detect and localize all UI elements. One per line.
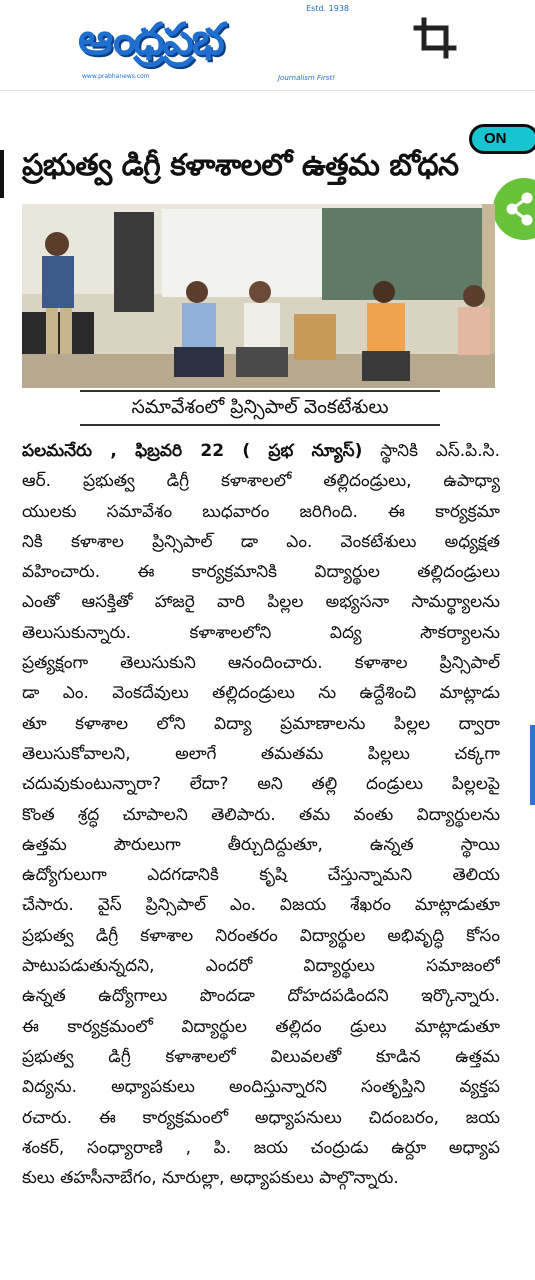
meeting-photo-illustration [22,204,495,388]
on-toggle[interactable] [469,124,535,154]
photo-caption-box [80,390,440,426]
headline-marker [0,150,4,198]
article-line: డా ఎం. వెంకదేవులు తల్లిదండ్రులు ను ఉద్దేశించి మాట్లాడు [22,683,500,704]
article-line: ప్రభుత్వ డిగ్రీ కళాశాల నిరంతరం విద్యార్థుల అభివృద్ధి కోసం [22,925,500,946]
article-line: ప్రత్యక్షంగా తెలుసుకుని ఆనందించారు. కళాశాల ప్రిన్సిపాల్ [22,653,500,674]
article-line: తెలుసుకోవాలని, అలాగే తమతమ పిల్లలు చక్కగా [22,743,500,764]
logo-established: Estd. 1938 [306,4,349,13]
article-line [22,436,500,466]
article-line: పాటుపడుతున్నదని, ఎందరో విద్యార్థులు సమాజంలో [22,956,500,977]
logo-title: ఆంధ్రప్రభ [78,14,223,65]
article-line: శంకర్, సంధ్యారాణి , పి. జయ చంద్రుడు ఉర్దూ అధ్యాప [22,1137,500,1158]
article-line: కులు తహసీనాబేగం, నూరుల్లా, అధ్యాపకులు పాల్గొన్నారు. [22,1168,399,1189]
share-icon [493,178,535,240]
crop-button[interactable] [410,14,460,60]
header-divider [0,90,535,91]
article-line: యులకు సమావేశం బుధవారం జరిగింది. ఈ కార్యక్రమా [22,501,500,522]
photo-caption: సమావేశంలో ప్రిన్సిపాల్ వెంకటేశులు [131,396,389,418]
top-bar [0,0,535,92]
article-line: ఆర్. ప్రభుత్వ డిగ్రీ కళాశాలలో తల్లిదండ్రులు, ఉపాధ్యా [22,471,500,492]
newspaper-logo[interactable] [78,6,353,84]
article-body [22,436,500,1193]
article-line: తూ కళాశాల లోని విద్యా ప్రమాణాలను పిల్లల ద్వారా [22,713,500,734]
article-line: ఉద్యోగులుగా ఎదగడానికి కృషి చేస్తున్నామని తెలియ [22,865,500,886]
article-line: విద్యను. అధ్యాపకులు అందిస్తున్నారని సంతృప్తిని వ్యక్తప [22,1077,500,1098]
scroll-indicator[interactable] [530,725,535,805]
article-dateline: పలమనేరు , ఫిబ్రవరి 22 ( ప్రభ న్యూస్) [22,441,363,461]
article-photo[interactable] [22,204,495,388]
article-line: ప్రభుత్వ డిగ్రీ కళాశాలలో విలువలతో కూడిన ఉత్తమ [22,1046,500,1067]
article-line: చేసారు. వైస్ ప్రిన్సిపాల్ ఎం. విజయ శేఖరం మాట్లాడుతూ [22,895,500,916]
crop-icon [410,14,460,60]
logo-tagline: Journalism First! [277,74,335,82]
article-line: వహించారు. ఈ కార్యక్రమానికి విద్యార్థుల తల్లిదండ్రులు [22,562,500,583]
article-line: చదువుకుంటున్నారా? లేదా? అని తల్లి దండ్రులు పిల్లలపై [22,774,500,795]
article-line: తెలుసుకున్నారు. కళాశాలలోని విద్య సౌకర్యాలను [22,622,500,643]
article-line: ఎంతో ఆసక్తితో హాజరై వారి పిల్లల అభ్యసనా సామర్థ్యాలను [22,592,500,613]
article-line: రచారు. ఈ కార్యక్రమంలో అధ్యాపనులు చిదంబరం, జయ [22,1107,500,1128]
article-headline: ప్రభుత్వ డిగ్రీ కళాశాలలో ఉత్తమ బోధన [22,148,459,183]
article-line: ఉన్నత ఉద్యోగాలు పొందడా దోహదపడిందని ఇర్కొన్నారు. [22,986,500,1007]
logo-url: www.prabhanews.com [82,73,150,80]
article-line: ఈ కార్యక్రమంలో విద్యార్థుల తల్లిదం డ్రులు మాట్లాడుతూ [22,1016,500,1037]
share-button[interactable] [493,178,535,240]
article-line: నికి కళాశాల ప్రిన్సిపాల్ డా ఎం. వెంకటేశులు అధ్యక్షత [22,531,500,552]
article-line: ఉత్తమ పౌరులుగా తీర్చుదిద్దుతూ, ఉన్నత స్థాయి [22,834,500,855]
article-line-text: స్థానికి ఎస్.పి.సి. [380,441,500,461]
article-line: కొంత శ్రద్ధ చూపాలని తెలిపారు. తమ వంతు విద్యార్థులను [22,804,500,825]
toggle-label: ON [484,130,507,147]
